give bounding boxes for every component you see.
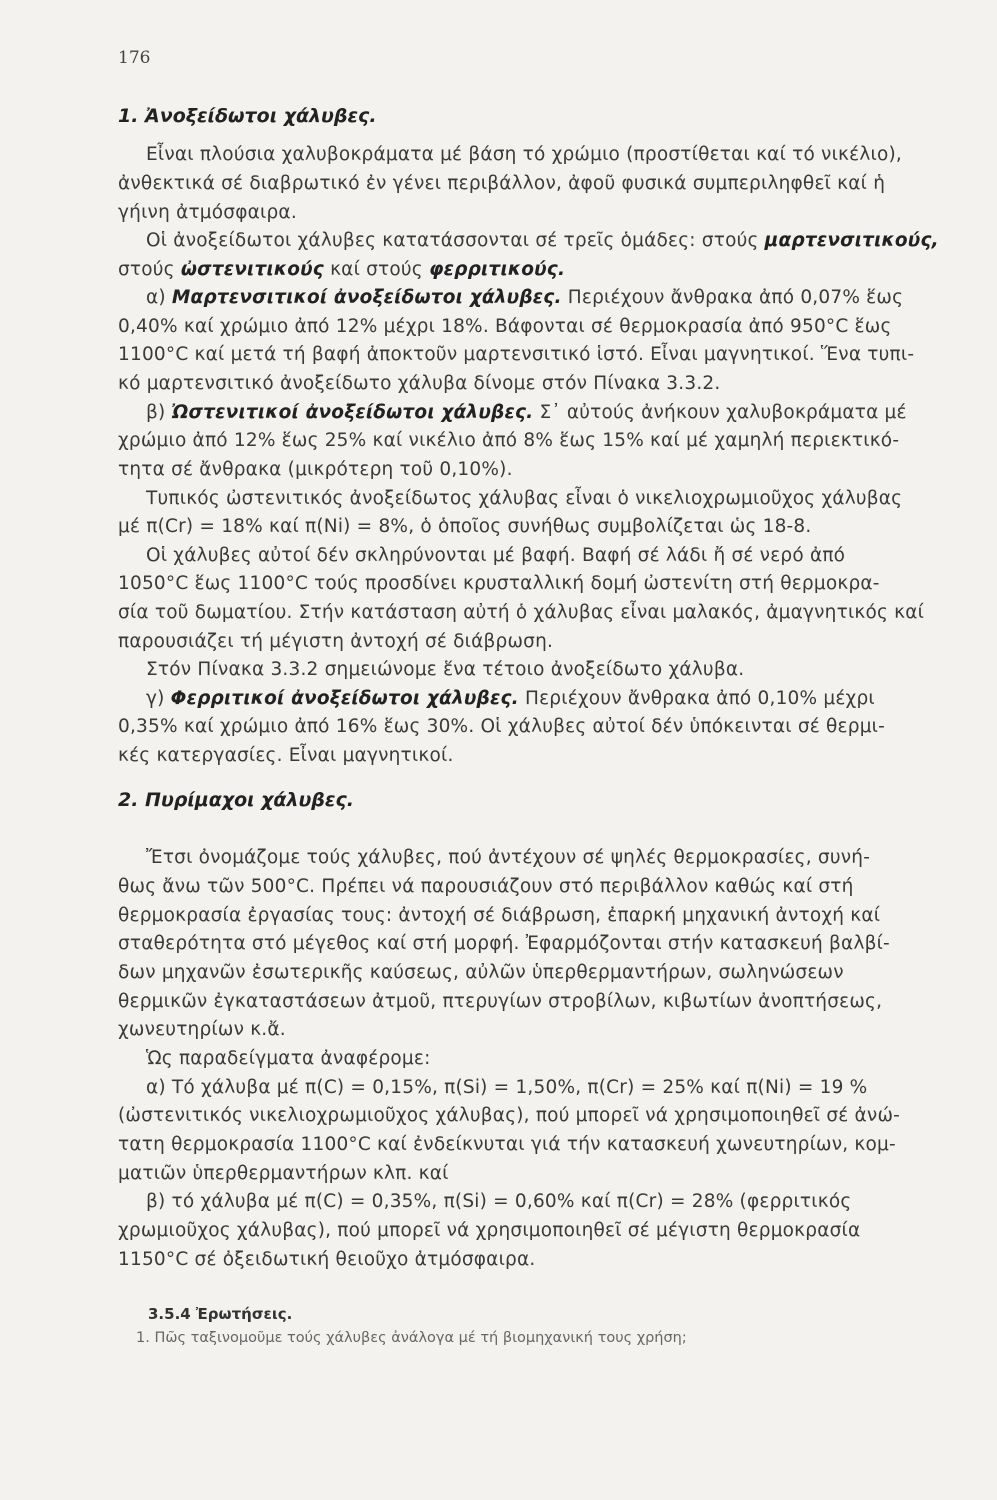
paragraph-line: τατη θερμοκρασία 1100°C καί ἐνδείκνυται γιά τήν κατασκευή χωνευτηρίων, κομ- [118, 1134, 896, 1155]
section-2-heading: 2. Πυρίμαχοι χάλυβες. [118, 789, 354, 811]
paragraph-line: Ὡς παραδείγματα ἀναφέρομε: [146, 1048, 431, 1069]
subsection-a-prefix: α) [146, 287, 166, 308]
paragraph-line: μέ π(Cr) = 18% καί π(Ni) = 8%, ὁ ὁποῖος συνήθως συμβολίζεται ὡς 18-8. [118, 516, 812, 537]
paragraph-line: σία τοῦ δωματίου. Στήν κατάσταση αὐτή ὁ χάλυβας εἶναι μαλακός, ἀμαγνητικός καί [118, 602, 925, 623]
paragraph-line: Ἔτσι ὀνομάζομε τούς χάλυβες, πού ἀντέχουν σέ ψηλές θερμοκρασίες, συνή- [146, 847, 871, 868]
paragraph-line: θερμοκρασία ἐργασίας τους: ἀντοχή σέ διάβρωση, ἐπαρκή μηχανική ἀντοχή καί [118, 905, 881, 926]
paragraph-line: 0,35% καί χρώμιο ἀπό 16% ἕως 30%. Οἱ χάλυβες αὐτοί δέν ὑπόκεινται σέ θερμι- [118, 716, 885, 737]
paragraph-line: Στόν Πίνακα 3.3.2 σημειώνομε ἕνα τέτοιο ἀνοξείδωτο χάλυβα. [146, 659, 745, 680]
paragraph-line: Εἶναι πλούσια χαλυβοκράματα μέ βάση τό χρώμιο (προστίθεται καί τό νικέλιο), [146, 144, 902, 165]
ferritic-term: φερριτικούς. [428, 259, 566, 280]
paragraph-line: β) τό χάλυβα μέ π(C) = 0,35%, π(Si) = 0,60% καί π(Cr) = 28% (φερριτικός [146, 1191, 852, 1212]
martensitic-term: μαρτενσιτικούς, [764, 230, 939, 251]
question-item: 1. Πῶς ταξινομοῦμε τούς χάλυβες ἀνάλογα μέ τή βιομηχανική τους χρήση; [136, 1330, 687, 1346]
paragraph-line: γήινη ἀτμόσφαιρα. [118, 202, 297, 223]
paragraph-line: θως ἄνω τῶν 500°C. Πρέπει νά παρουσιάζουν στό περιβάλλον καθώς καί στή [118, 876, 854, 897]
subsection-b-text: Σ᾽ αὐτούς ἀνήκουν χαλυβοκράματα μέ [539, 402, 907, 423]
groups-text-2a: στούς [118, 259, 175, 280]
subsection-a-line [146, 286, 935, 310]
groups-text-2b: καί στούς [330, 259, 423, 280]
subsection-b-title: Ὠστενιτικοί ἀνοξείδωτοι χάλυβες. [171, 402, 534, 423]
paragraph-line: θερμικῶν ἐγκαταστάσεων ἀτμοῦ, πτερυγίων στροβίλων, κιβωτίων ἀνοπτήσεως, [118, 991, 883, 1012]
paragraph-line [146, 229, 939, 253]
page-number: 176 [118, 48, 151, 68]
paragraph-line: σταθερότητα στό μέγεθος καί στή μορφή. Ἐφαρμόζονται στήν κατασκευή βαλβί- [118, 933, 890, 954]
questions-heading: 3.5.4 Ἐρωτήσεις. [148, 1305, 293, 1323]
paragraph-line: Τυπικός ὠστενιτικός ἀνοξείδωτος χάλυβας εἶναι ὁ νικελιοχρωμιοῦχος χάλυβας [146, 488, 903, 509]
subsection-b-prefix: β) [146, 402, 166, 423]
paragraph-line: κό μαρτενσιτικό ἀνοξείδωτο χάλυβα δίνομε στόν Πίνακα 3.3.2. [118, 373, 721, 394]
paragraph-line: 0,40% καί χρώμιο ἀπό 12% μέχρι 18%. Βάφονται σέ θερμοκρασία ἀπό 950°C ἕως [118, 316, 892, 337]
paragraph-line: ματιῶν ὑπερθερμαντήρων κλπ. καί [118, 1163, 449, 1184]
subsection-c-prefix: γ) [146, 688, 165, 709]
paragraph-line: τητα σέ ἄνθρακα (μικρότερη τοῦ 0,10%). [118, 459, 513, 480]
paragraph-line: δων μηχανῶν ἐσωτερικῆς καύσεως, αὐλῶν ὑπερθερμαντήρων, σωληνώσεων [118, 962, 844, 983]
subsection-a-text: Περιέχουν ἄνθρακα ἀπό 0,07% ἕως [567, 287, 904, 308]
paragraph-line: κές κατεργασίες. Εἶναι μαγνητικοί. [118, 745, 454, 766]
section-1-heading: 1. Ἀνοξείδωτοι χάλυβες. [118, 105, 377, 127]
paragraph-line: παρουσιάζει τή μέγιστη ἀντοχή σέ διάβρωση. [118, 631, 554, 652]
austenitic-term: ὠστενιτικούς [180, 259, 324, 280]
subsection-b-line [146, 401, 935, 425]
paragraph-line: 1150°C σέ ὀξειδωτική θειοῦχο ἀτμόσφαιρα. [118, 1249, 536, 1270]
paragraph-line: ἀνθεκτικά σέ διαβρωτικό ἐν γένει περιβάλλον, ἀφοῦ φυσικά συμπεριληφθεῖ καί ἡ [118, 173, 886, 194]
paragraph-line: χρωμιοῦχος χάλυβας), πού μπορεῖ νά χρησιμοποιηθεῖ σέ μέγιστη θερμοκρασία [118, 1220, 861, 1241]
paragraph-line: χωνευτηρίων κ.ἄ. [118, 1019, 286, 1040]
paragraph-line: 1100°C καί μετά τή βαφή ἀποκτοῦν μαρτενσιτικό ἱστό. Εἶναι μαγνητικοί. Ἕνα τυπι- [118, 344, 915, 365]
paragraph-line: (ὠστενιτικός νικελιοχρωμιοῦχος χάλυβας), πού μπορεῖ νά χρησιμοποιηθεῖ σέ ἀνώ- [118, 1105, 901, 1126]
paragraph-line: Οἱ χάλυβες αὐτοί δέν σκληρύνονται μέ βαφή. Βαφή σέ λάδι ἤ σέ νερό ἀπό [146, 545, 846, 566]
paragraph-line: α) Τό χάλυβα μέ π(C) = 0,15%, π(Si) = 1,50%, π(Cr) = 25% καί π(Ni) = 19 % [146, 1077, 868, 1098]
subsection-c-text: Περιέχουν ἄνθρακα ἀπό 0,10% μέχρι [525, 688, 875, 709]
paragraph-line: 1050°C ἕως 1100°C τούς προσδίνει κρυσταλλική δομή ὠστενίτη στή θερμοκρα- [118, 573, 880, 594]
subsection-c-title: Φερριτικοί ἀνοξείδωτοι χάλυβες. [170, 688, 519, 709]
subsection-a-title: Μαρτενσιτικοί ἀνοξείδωτοι χάλυβες. [171, 287, 562, 308]
groups-text: Οἱ ἀνοξείδωτοι χάλυβες κατατάσσονται σέ τρεῖς ὁμάδες: στούς [146, 230, 759, 251]
paragraph-line [118, 258, 935, 282]
subsection-c-line [146, 687, 935, 711]
paragraph-line: χρώμιο ἀπό 12% ἕως 25% καί νικέλιο ἀπό 8% ἕως 15% καί μέ χαμηλή περιεκτικό- [118, 430, 900, 451]
